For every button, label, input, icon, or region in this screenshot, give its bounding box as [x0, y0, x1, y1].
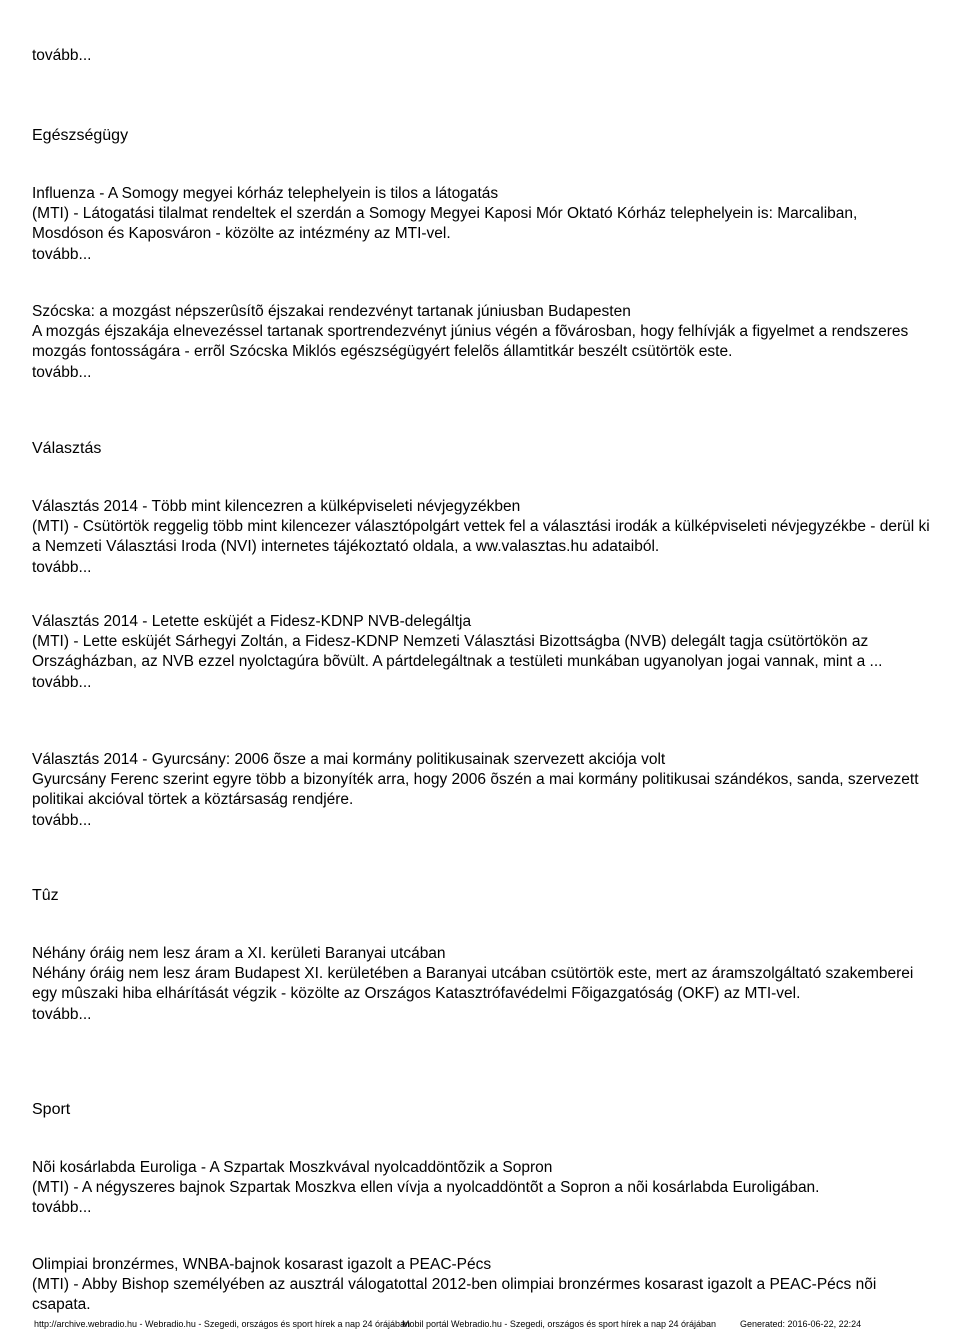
article-title[interactable]: Nõi kosárlabda Euroliga - A Szpartak Moszkvával nyolcaddöntõzik a Sopron [32, 1159, 553, 1176]
article-sport-2 [32, 1255, 932, 1316]
footer-generated: Generated: 2016-06-22, 22:24 [740, 1319, 862, 1329]
section-heading-election: Választás [32, 440, 102, 457]
article-body: Gyurcsány Ferenc szerint egyre több a bizonyíték arra, hogy 2006 õszén a mai kormány politikusai szándékos, sanda, szervezett politikai akcióval törtek a köztársaság rendjére. [32, 771, 919, 809]
article-body: (MTI) - Abby Bishop személyében az ausztrál válogatottal 2012-ben olimpiai bronzérmes kosarast igazolt a PEAC-Pécs nõi csapata. [32, 1276, 877, 1314]
article-body: (MTI) - Lette esküjét Sárhegyi Zoltán, a Fidesz-KDNP Nemzeti Választási Bizottságba (NVB) delegált tagja csütörtökön az Országházban, az NVB ezzel nyolctagúra bõvült. A pártdelegáltnak a testületi munkában ugyanolyan jogai vannak, mint a ... [32, 633, 883, 671]
footer-source: http://archive.webradio.hu - Webradio.hu - Szegedi, országos és sport hírek a nap 24 órájában [34, 1319, 411, 1329]
article-title[interactable]: Néhány óráig nem lesz áram a XI. kerületi Baranyai utcában [32, 945, 446, 962]
more-link[interactable]: tovább... [32, 47, 92, 64]
section-heading-sport: Sport [32, 1101, 71, 1118]
article-election-1 [32, 497, 932, 578]
more-link[interactable]: tovább... [32, 245, 92, 263]
article-title[interactable]: Influenza - A Somogy megyei kórház telephelyein is tilos a látogatás [32, 185, 499, 202]
article-body: (MTI) - Csütörtök reggelig több mint kilencezer választópolgárt vettek fel a választási irodák a külképviseleti névjegyzékbe - derül ki a Nemzeti Választási Iroda (NVI) internetes tájékoztató oldala, a ww.valasztas.hu adataiból. [32, 518, 930, 556]
more-link[interactable]: tovább... [32, 363, 92, 381]
article-szocska [32, 302, 932, 383]
more-link[interactable]: tovább... [32, 1199, 92, 1217]
article-election-3 [32, 750, 932, 831]
page-footer [34, 1318, 934, 1330]
more-link[interactable]: tovább... [32, 558, 92, 576]
section-heading-health: Egészségügy [32, 127, 129, 144]
more-link[interactable]: tovább... [32, 673, 92, 691]
article-fire [32, 944, 932, 1025]
article-influenza [32, 184, 932, 265]
more-link[interactable]: tovább... [32, 811, 92, 829]
article-title[interactable]: Választás 2014 - Több mint kilencezren a külképviseleti névjegyzékben [32, 498, 521, 515]
more-link[interactable]: tovább... [32, 1005, 92, 1023]
article-body: (MTI) - Látogatási tilalmat rendeltek el szerdán a Somogy Megyei Kaposi Mór Oktató Kórház telephelyein is: Marcaliban, Mosdóson és Kaposváron - közölte az intézmény az MTI-vel. [32, 205, 858, 243]
article-sport-1 [32, 1158, 932, 1219]
article-title[interactable]: Választás 2014 - Gyurcsány: 2006 õsze a mai kormány politikusainak szervezett akciója volt [32, 751, 666, 768]
article-body: A mozgás éjszakája elnevezéssel tartanak sportrendezvényt június végén a fõvárosban, hogy felhívják a figyelmet a rendszeres mozgás fontosságára - errõl Szócska Miklós egészségügyért felelõs államtitkár beszélt csütörtök este. [32, 323, 909, 361]
article-title[interactable]: Választás 2014 - Letette esküjét a Fidesz-KDNP NVB-delegáltja [32, 613, 472, 630]
section-heading-fire: Tûz [32, 887, 59, 904]
article-body: Néhány óráig nem lesz áram Budapest XI. kerületében a Baranyai utcában csütörtök este, mert az áramszolgáltató szakemberei egy mûszaki hiba elhárítását végzik - közölte az Országos Katasztrófavédelmi Fõigazgatóság (OKF) az MTI-vel. [32, 965, 914, 1003]
article-title[interactable]: Olimpiai bronzérmes, WNBA-bajnok kosarast igazolt a PEAC-Pécs [32, 1256, 492, 1273]
article-body: (MTI) - A négyszeres bajnok Szpartak Moszkva ellen vívja a nyolcaddöntõt a Sopron a nõi kosárlabda Euroligában. [32, 1179, 820, 1197]
article-election-2 [32, 612, 932, 693]
footer-mobile: Mobil portál Webradio.hu - Szegedi, országos és sport hírek a nap 24 órájában [402, 1319, 717, 1329]
article-title[interactable]: Szócska: a mozgást népszerûsítõ éjszakai rendezvényt tartanak júniusban Budapesten [32, 303, 631, 320]
